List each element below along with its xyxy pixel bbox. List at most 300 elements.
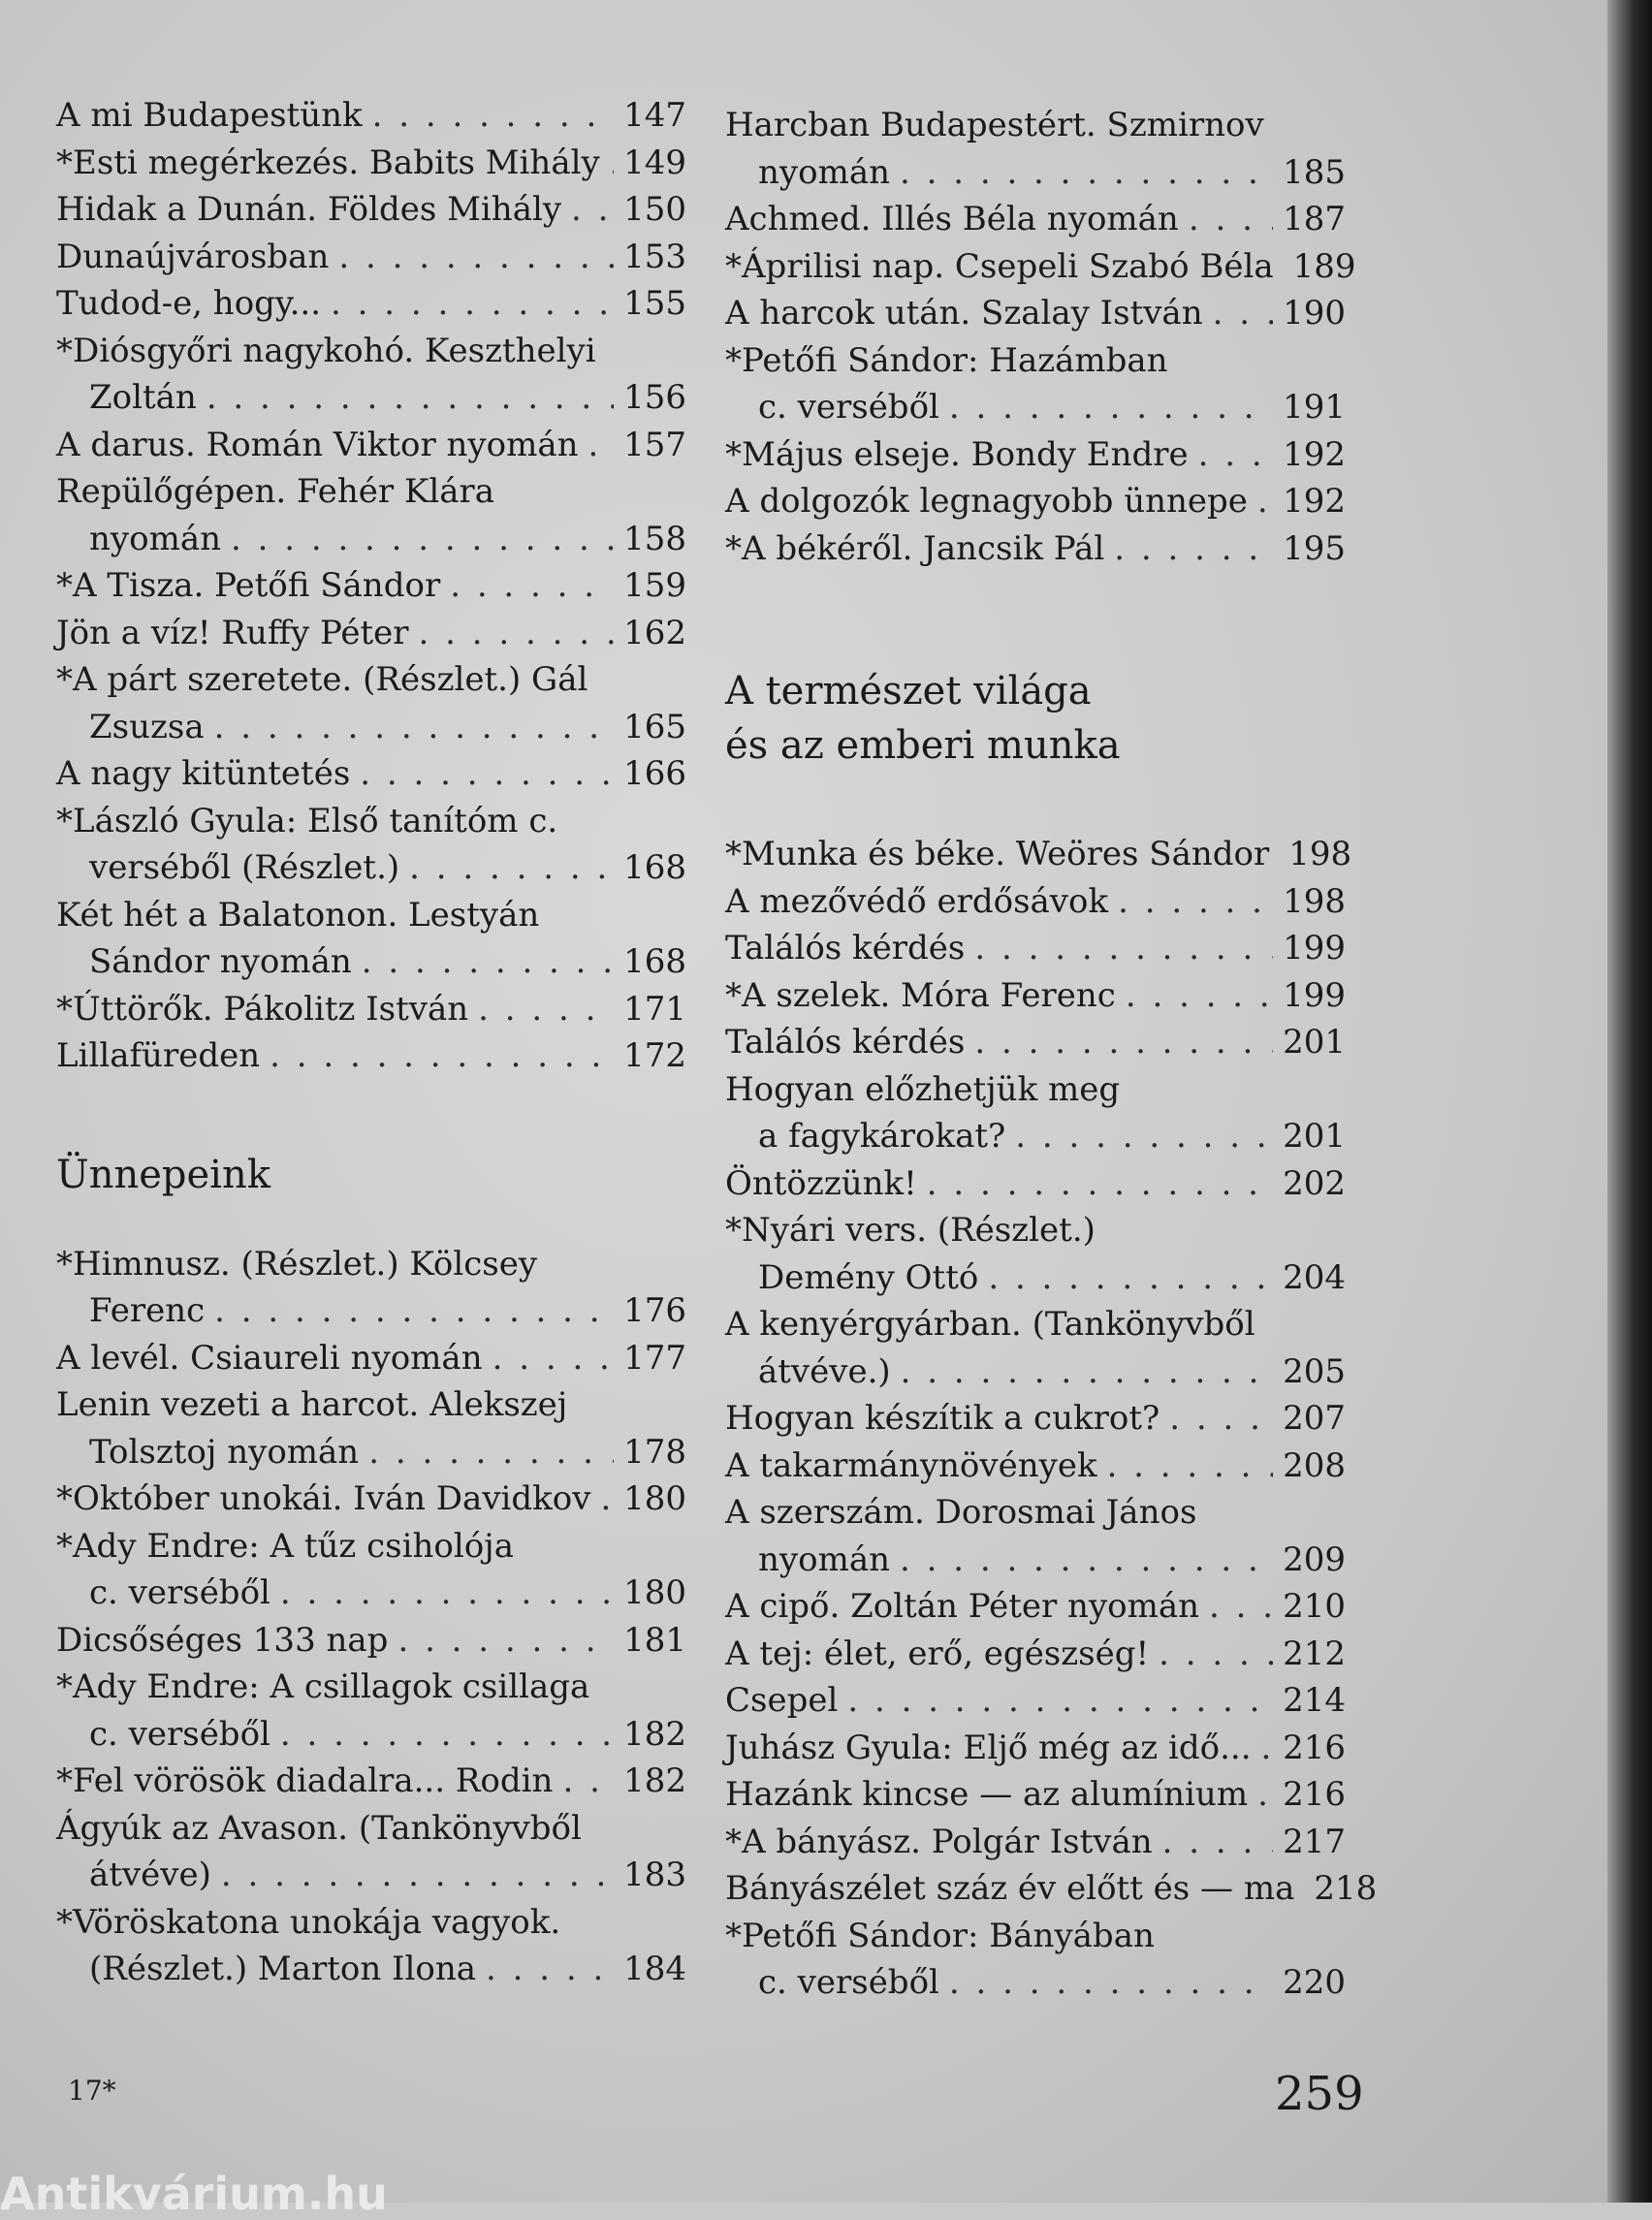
toc-entry-page: 156: [623, 378, 686, 417]
toc-entry-title: c. verséből: [758, 1963, 939, 2002]
toc-entry-title: a fagykárokat?: [758, 1117, 1006, 1156]
toc-entry-line: [725, 1725, 1346, 1772]
toc-entry: [56, 1523, 686, 1617]
dot-leader: [1257, 1771, 1273, 1819]
toc-entry-title: A cipő. Zoltán Péter nyomán: [725, 1587, 1200, 1626]
toc-entry-page: 168: [623, 942, 686, 981]
dot-leader: [1169, 1395, 1273, 1443]
toc-entry-page: 158: [623, 519, 686, 558]
toc-entry-title: átvéve): [89, 1855, 211, 1894]
toc-entry-title: nyomán: [758, 1539, 890, 1579]
toc-entry-page: 181: [623, 1620, 686, 1660]
toc-entry-title: Dicsőséges 133 nap: [56, 1620, 389, 1660]
dot-leader: [1015, 1113, 1273, 1160]
toc-entry-title: *A bányász. Polgár István: [725, 1822, 1153, 1861]
toc-entry-page: 178: [623, 1432, 686, 1472]
toc-entry-title: Lenin vezeti a harcot. Alekszej: [56, 1385, 568, 1424]
toc-entry-page: 177: [623, 1338, 686, 1378]
toc-entry-line: [725, 1489, 1346, 1537]
dot-leader: [900, 1537, 1273, 1584]
watermark: Antikvárium.hu: [0, 2168, 388, 2220]
toc-entry-line: [56, 1032, 686, 1080]
toc-entry-page: 205: [1283, 1351, 1346, 1391]
toc-entry-page: 198: [1283, 881, 1346, 921]
toc-entry-title: Bányászélet száz év előtt és — ma: [725, 1869, 1295, 1908]
toc-entry: [56, 92, 686, 140]
toc-entry-page: 214: [1283, 1681, 1346, 1720]
toc-entry-line: [56, 1287, 686, 1335]
toc-entry: [56, 468, 686, 562]
toc-entry-title: *Áprilisi nap. Csepeli Szabó Béla: [725, 246, 1274, 286]
toc-entry: [725, 1019, 1346, 1066]
toc-entry-line: [725, 878, 1346, 926]
toc-entry-line: [56, 1241, 686, 1288]
toc-entry-line: [56, 1617, 686, 1665]
toc-entry: [725, 525, 1346, 573]
dot-leader: [419, 610, 615, 657]
dot-leader: [372, 92, 614, 140]
toc-entry-title: A takarmánynövények: [725, 1445, 1097, 1485]
toc-entry-title: A dolgozók legnagyobb ünnepe: [725, 482, 1248, 521]
toc-entry-line: [725, 1443, 1346, 1490]
toc-entry-title: *Fel vörösök diadalra... Rodin: [56, 1761, 554, 1800]
toc-entry-page: 198: [1288, 835, 1352, 873]
dot-leader: [206, 374, 614, 422]
toc-entry-title: *Himnusz. (Részlet.) Kölcsey: [56, 1244, 538, 1284]
toc-entry-page: 185: [1283, 152, 1346, 192]
toc-entry-line: [56, 1523, 686, 1570]
toc-entry-page: 195: [1283, 528, 1346, 568]
toc-entry-line: [725, 1254, 1346, 1302]
toc-entry-title: Ferenc: [89, 1291, 206, 1330]
toc-entry: [56, 1335, 686, 1382]
toc-entry-title: *Úttörők. Pákolitz István: [56, 989, 469, 1029]
toc-entry-line: [725, 478, 1346, 525]
toc-entry-page: 149: [623, 143, 686, 182]
toc-entry-title: *Május elseje. Bondy Endre: [725, 434, 1189, 474]
toc-entry-title: átvéve.): [758, 1351, 891, 1391]
dot-leader: [478, 986, 614, 1033]
toc-entry-title: Sándor nyomán: [89, 942, 352, 981]
section-heading-unnepeink: Ünnepeink: [56, 1152, 270, 1197]
toc-entry: [725, 1677, 1346, 1725]
toc-entry-page: 216: [1283, 1775, 1346, 1814]
toc-entry-line: [56, 1805, 686, 1853]
section-heading-termeszet: [725, 664, 1346, 773]
dot-leader: [360, 750, 614, 798]
toc-entry-line: [725, 1301, 1346, 1348]
toc-entry: [56, 280, 686, 328]
dot-leader: [900, 149, 1273, 197]
toc-entry-line: [725, 1631, 1346, 1678]
toc-entry-page: 171: [623, 989, 686, 1029]
dot-leader: [927, 1160, 1273, 1208]
dot-leader: [1107, 1443, 1274, 1490]
dot-leader: [1159, 1631, 1273, 1678]
toc-entry-title: A harcok után. Szalay István: [725, 294, 1203, 333]
toc-entry-title: c. verséből: [89, 1573, 270, 1612]
toc-entry: [725, 1771, 1346, 1819]
toc-entry: [725, 831, 1352, 878]
book-binding-shadow: [1607, 0, 1652, 2203]
dot-leader: [231, 516, 614, 563]
toc-entry-page: 176: [623, 1291, 686, 1330]
toc-entry: [725, 1819, 1346, 1866]
dot-leader: [1213, 290, 1273, 337]
toc-entry-title: Tudod-e, hogy...: [56, 284, 322, 323]
toc-entry-line: [56, 610, 686, 657]
toc-entry-title: Tolsztoj nyomán: [89, 1432, 360, 1472]
page-number: 259: [1275, 2067, 1364, 2121]
dot-leader: [338, 234, 614, 281]
toc-entry-line: [56, 1899, 686, 1947]
toc-entry-title: *A békéről. Jancsik Pál: [725, 528, 1105, 568]
section-heading-line: és az emberi munka: [725, 723, 1121, 768]
toc-entry: [56, 328, 686, 422]
toc-entry: [56, 892, 686, 986]
dot-leader: [450, 562, 614, 610]
dot-leader: [214, 704, 614, 751]
toc-entry-title: *Vöröskatona unokája vagyok.: [56, 1902, 561, 1942]
toc-entry-line: [725, 337, 1346, 385]
toc-entry: [56, 562, 686, 610]
toc-entry-line: [56, 986, 686, 1033]
dot-leader: [588, 422, 615, 469]
toc-entry-title: Hogyan előzhetjük meg: [725, 1069, 1121, 1109]
dot-leader: [1114, 525, 1273, 573]
toc-entry: [56, 986, 686, 1033]
dot-leader: [270, 1032, 614, 1080]
toc-entry: [725, 196, 1346, 243]
toc-entry-title: Hidak a Dunán. Földes Mihály: [56, 190, 562, 229]
toc-right-column: [725, 102, 1378, 2007]
toc-entry-line: [725, 384, 1346, 431]
toc-entry-title: Találós kérdés: [725, 929, 966, 967]
toc-entry-title: *Ady Endre: A csillagok csillaga: [56, 1667, 590, 1706]
toc-entry: [56, 1617, 686, 1665]
toc-entry-line: [56, 938, 686, 986]
toc-entry-line: [725, 102, 1346, 149]
toc-entry-title: Két hét a Balatonon. Lestyán: [56, 895, 540, 935]
toc-entry-page: 162: [623, 613, 686, 652]
toc-entry: [725, 431, 1346, 479]
toc-entry-line: [725, 1066, 1346, 1114]
dot-leader: [571, 186, 614, 234]
toc-entry: [725, 478, 1346, 525]
toc-entry-title: *Nyári vers. (Részlet.): [725, 1211, 1096, 1250]
toc-entry: [725, 1913, 1346, 2007]
toc-entry-page: 201: [1283, 1117, 1346, 1156]
toc-entry-line: [56, 1381, 686, 1429]
dot-leader: [1126, 972, 1273, 1020]
toc-entry-page: 217: [1283, 1822, 1346, 1861]
toc-entry-page: 172: [623, 1036, 686, 1075]
toc-entry: [725, 1865, 1378, 1913]
toc-entry-page: 210: [1283, 1587, 1346, 1626]
toc-entry: [725, 1489, 1346, 1583]
toc-entry-page: 199: [1283, 929, 1346, 967]
toc-entry-page: 192: [1283, 482, 1346, 521]
dot-leader: [368, 1429, 614, 1476]
toc-entry-page: 159: [623, 566, 686, 605]
toc-entry: [56, 1899, 686, 1993]
toc-entry-page: 187: [1283, 200, 1346, 238]
toc-entry-page: 168: [623, 848, 686, 887]
toc-entry-line: [56, 92, 686, 140]
toc-entry: [725, 102, 1346, 196]
toc-entry-title: Ágyúk az Avason. (Tankönyvből: [56, 1808, 582, 1848]
toc-entry-line: [725, 290, 1346, 337]
toc-entry-page: 191: [1283, 388, 1346, 427]
dot-leader: [362, 938, 614, 986]
toc-entry-line: [56, 468, 686, 516]
toc-entry-line: [725, 1113, 1346, 1160]
toc-entry: [725, 878, 1346, 926]
toc-entry-line: [56, 1475, 686, 1523]
toc-entry-title: *A Tisza. Petőfi Sándor: [56, 566, 441, 605]
toc-left-column: [56, 92, 686, 1993]
toc-entry-page: 208: [1283, 1445, 1346, 1485]
toc-entry-line: [56, 562, 686, 610]
toc-entry-line: [725, 1583, 1346, 1631]
toc-entry-page: 166: [623, 754, 686, 793]
toc-entry-line: [725, 1207, 1346, 1254]
toc-entry-line: [56, 140, 686, 187]
toc-entry-title: Zsuzsa: [89, 707, 205, 746]
toc-entry-page: 207: [1283, 1399, 1346, 1438]
toc-entry: [56, 1805, 686, 1899]
toc-entry: [56, 1758, 686, 1805]
toc-entry-line: [56, 374, 686, 422]
toc-entry-title: *Munka és béke. Weöres Sándor: [725, 835, 1270, 873]
toc-entry: [56, 656, 686, 750]
toc-entry-line: [56, 186, 686, 234]
toc-entry-page: 150: [623, 190, 686, 229]
toc-entry-page: 189: [1292, 246, 1356, 286]
toc-entry-page: 147: [623, 96, 686, 135]
toc-entry-title: A tej: élet, erő, egészség!: [725, 1633, 1150, 1673]
dot-leader: [949, 1959, 1273, 2007]
toc-entry-line: [56, 704, 686, 751]
toc-entry-page: 192: [1283, 434, 1346, 474]
toc-entry-line: [56, 422, 686, 469]
toc-entry-title: *Petőfi Sándor: Hazámban: [725, 340, 1168, 380]
toc-entry: [56, 234, 686, 281]
toc-entry-title: Hogyan készítik a cukrot?: [725, 1399, 1160, 1438]
dot-leader: [1189, 196, 1273, 243]
toc-entry: [725, 1301, 1346, 1395]
toc-entry-title: Öntözzünk!: [725, 1163, 917, 1203]
toc-entry-line: [56, 1946, 686, 1993]
toc-entry-title: Jön a víz! Ruffy Péter: [56, 613, 409, 652]
toc-entry: [725, 243, 1356, 291]
toc-entry-title: A nagy kitüntetés: [56, 754, 351, 793]
toc-entry-page: 202: [1283, 1163, 1346, 1203]
toc-entry: [725, 1066, 1346, 1160]
dot-leader: [1257, 478, 1273, 525]
toc-entry-line: [56, 516, 686, 563]
toc-entry: [725, 1443, 1346, 1490]
toc-entry: [56, 610, 686, 657]
toc-entry: [56, 1241, 686, 1335]
dot-leader: [1261, 1725, 1274, 1772]
toc-list-right-top: [725, 102, 1356, 572]
toc-entry-page: 204: [1283, 1257, 1346, 1297]
toc-entry: [56, 1032, 686, 1080]
toc-entry-title: Hazánk kincse — az alumínium: [725, 1775, 1249, 1814]
toc-entry-line: [725, 1395, 1346, 1443]
toc-entry-title: *Október unokái. Iván Davidkov: [56, 1479, 591, 1518]
toc-entry-line: [725, 1348, 1346, 1396]
toc-entry-page: 201: [1283, 1023, 1346, 1062]
toc-entry-page: 153: [623, 237, 686, 276]
toc-entry-line: [725, 831, 1352, 878]
toc-entry-line: [725, 243, 1356, 291]
toc-entry-title: A mezővédő erdősávok: [725, 881, 1109, 921]
dot-leader: [847, 1677, 1273, 1725]
dot-leader: [1162, 1819, 1273, 1866]
toc-entry-line: [56, 280, 686, 328]
toc-entry-page: 209: [1283, 1539, 1346, 1579]
toc-entry-title: A kenyérgyárban. (Tankönyvből: [725, 1305, 1255, 1344]
toc-entry-title: A levél. Csiaureli nyomán: [56, 1338, 483, 1378]
toc-entry-title: Demény Ottó: [758, 1257, 979, 1297]
toc-entry-line: [725, 149, 1346, 197]
toc-entry-line: [725, 1537, 1346, 1584]
dot-leader: [331, 280, 614, 328]
toc-entry-title: *László Gyula: Első tanítóm c.: [56, 801, 558, 840]
toc-entry-page: 155: [623, 284, 686, 323]
toc-entry-title: nyomán: [89, 519, 221, 558]
toc-entry: [725, 1725, 1346, 1772]
toc-entry-title: nyomán: [758, 152, 890, 192]
dot-leader: [600, 1475, 614, 1523]
toc-list-left-bottom: [56, 1241, 686, 1993]
dot-leader: [486, 1946, 614, 1993]
toc-list-left-top: [56, 92, 686, 1080]
toc-entry-title: verséből (Részlet.): [89, 848, 400, 887]
toc-entry-title: c. verséből: [758, 388, 939, 427]
toc-entry: [56, 750, 686, 798]
dot-leader: [397, 1617, 614, 1665]
toc-entry-line: [725, 1160, 1346, 1208]
toc-entry-title: Achmed. Illés Béla nyomán: [725, 200, 1179, 238]
dot-leader: [492, 1335, 615, 1382]
dot-leader: [610, 140, 614, 187]
toc-entry: [56, 1664, 686, 1758]
toc-entry: [56, 798, 686, 892]
toc-entry-line: [725, 1019, 1346, 1066]
toc-entry: [56, 140, 686, 187]
toc-entry-line: [56, 1758, 686, 1805]
toc-entry-page: 220: [1283, 1963, 1346, 2002]
toc-entry: [725, 337, 1346, 431]
toc-entry-page: 182: [623, 1761, 686, 1800]
dot-leader: [901, 1348, 1273, 1396]
toc-entry-line: [56, 844, 686, 892]
toc-entry: [725, 1395, 1346, 1443]
dot-leader: [280, 1570, 614, 1617]
toc-entry-title: A darus. Román Viktor nyomán: [56, 425, 579, 464]
toc-entry-title: Harcban Budapestért. Szmirnov: [725, 106, 1264, 144]
toc-entry-line: [725, 431, 1346, 479]
toc-entry-title: *A szelek. Móra Ferenc: [725, 975, 1116, 1015]
toc-entry-page: 182: [623, 1714, 686, 1754]
dot-leader: [221, 1852, 614, 1899]
toc-entry-line: [725, 1959, 1346, 2007]
toc-entry-title: Dunaújvárosban: [56, 237, 330, 276]
toc-entry-page: 157: [623, 425, 686, 464]
toc-entry-title: *A párt szeretete. (Részlet.) Gál: [56, 660, 588, 699]
toc-entry: [725, 1160, 1346, 1208]
toc-entry-line: [56, 234, 686, 281]
toc-entry-line: [56, 750, 686, 798]
toc-entry-title: *Esti megérkezés. Babits Mihály: [56, 143, 600, 182]
toc-entry: [725, 1631, 1346, 1678]
toc-entry: [725, 1583, 1346, 1631]
toc-list-right-bottom: [725, 831, 1378, 2007]
toc-entry: [56, 186, 686, 234]
dot-leader: [949, 384, 1273, 431]
toc-entry: [56, 1381, 686, 1475]
toc-entry-line: [725, 1677, 1346, 1725]
toc-entry-page: 218: [1314, 1869, 1378, 1908]
dot-leader: [988, 1254, 1273, 1302]
toc-entry-line: [56, 1711, 686, 1759]
toc-entry-page: 199: [1283, 975, 1346, 1015]
toc-entry: [56, 1475, 686, 1523]
toc-entry: [725, 290, 1346, 337]
toc-entry-title: *Diósgyőri nagykohó. Keszthelyi: [56, 331, 596, 370]
signature-mark: 17*: [68, 2075, 116, 2107]
toc-entry-page: 180: [623, 1479, 686, 1518]
toc-entry-line: [725, 925, 1346, 972]
toc-entry-title: Zoltán: [89, 378, 197, 417]
toc-entry-title: *Petőfi Sándor: Bányában: [725, 1916, 1155, 1955]
toc-entry-line: [725, 972, 1346, 1020]
toc-entry-page: 184: [623, 1950, 686, 1988]
dot-leader: [1118, 878, 1273, 926]
toc-entry-title: A szerszám. Dorosmai János: [725, 1493, 1197, 1532]
toc-entry-line: [725, 525, 1346, 573]
section-heading-line: A természet világa: [725, 669, 1092, 714]
toc-entry-title: (Részlet.) Marton Ilona: [89, 1950, 477, 1988]
toc-entry: [56, 422, 686, 469]
dot-leader: [409, 844, 614, 892]
toc-entry-title: Juhász Gyula: Eljő még az idő...: [725, 1728, 1252, 1767]
toc-entry-line: [725, 1913, 1346, 1960]
toc-entry-line: [725, 1819, 1346, 1866]
dot-leader: [1198, 431, 1273, 479]
toc-entry-line: [56, 328, 686, 375]
toc-entry: [725, 1207, 1346, 1301]
toc-entry-line: [56, 1429, 686, 1476]
toc-entry-line: [56, 1664, 686, 1711]
toc-entry-title: Találós kérdés: [725, 1023, 966, 1062]
dot-leader: [214, 1287, 614, 1335]
toc-entry-line: [56, 656, 686, 704]
toc-entry: [725, 925, 1346, 972]
dot-leader: [974, 1019, 1273, 1066]
toc-entry-title: Csepel: [725, 1681, 839, 1720]
toc-entry-title: A mi Budapestünk: [56, 96, 363, 135]
toc-entry-line: [725, 1771, 1346, 1819]
toc-entry-page: 212: [1283, 1633, 1346, 1673]
toc-entry-title: Lillafüreden: [56, 1036, 261, 1075]
toc-entry-line: [56, 798, 686, 845]
toc-entry-title: c. verséből: [89, 1714, 270, 1754]
dot-leader: [974, 925, 1273, 972]
